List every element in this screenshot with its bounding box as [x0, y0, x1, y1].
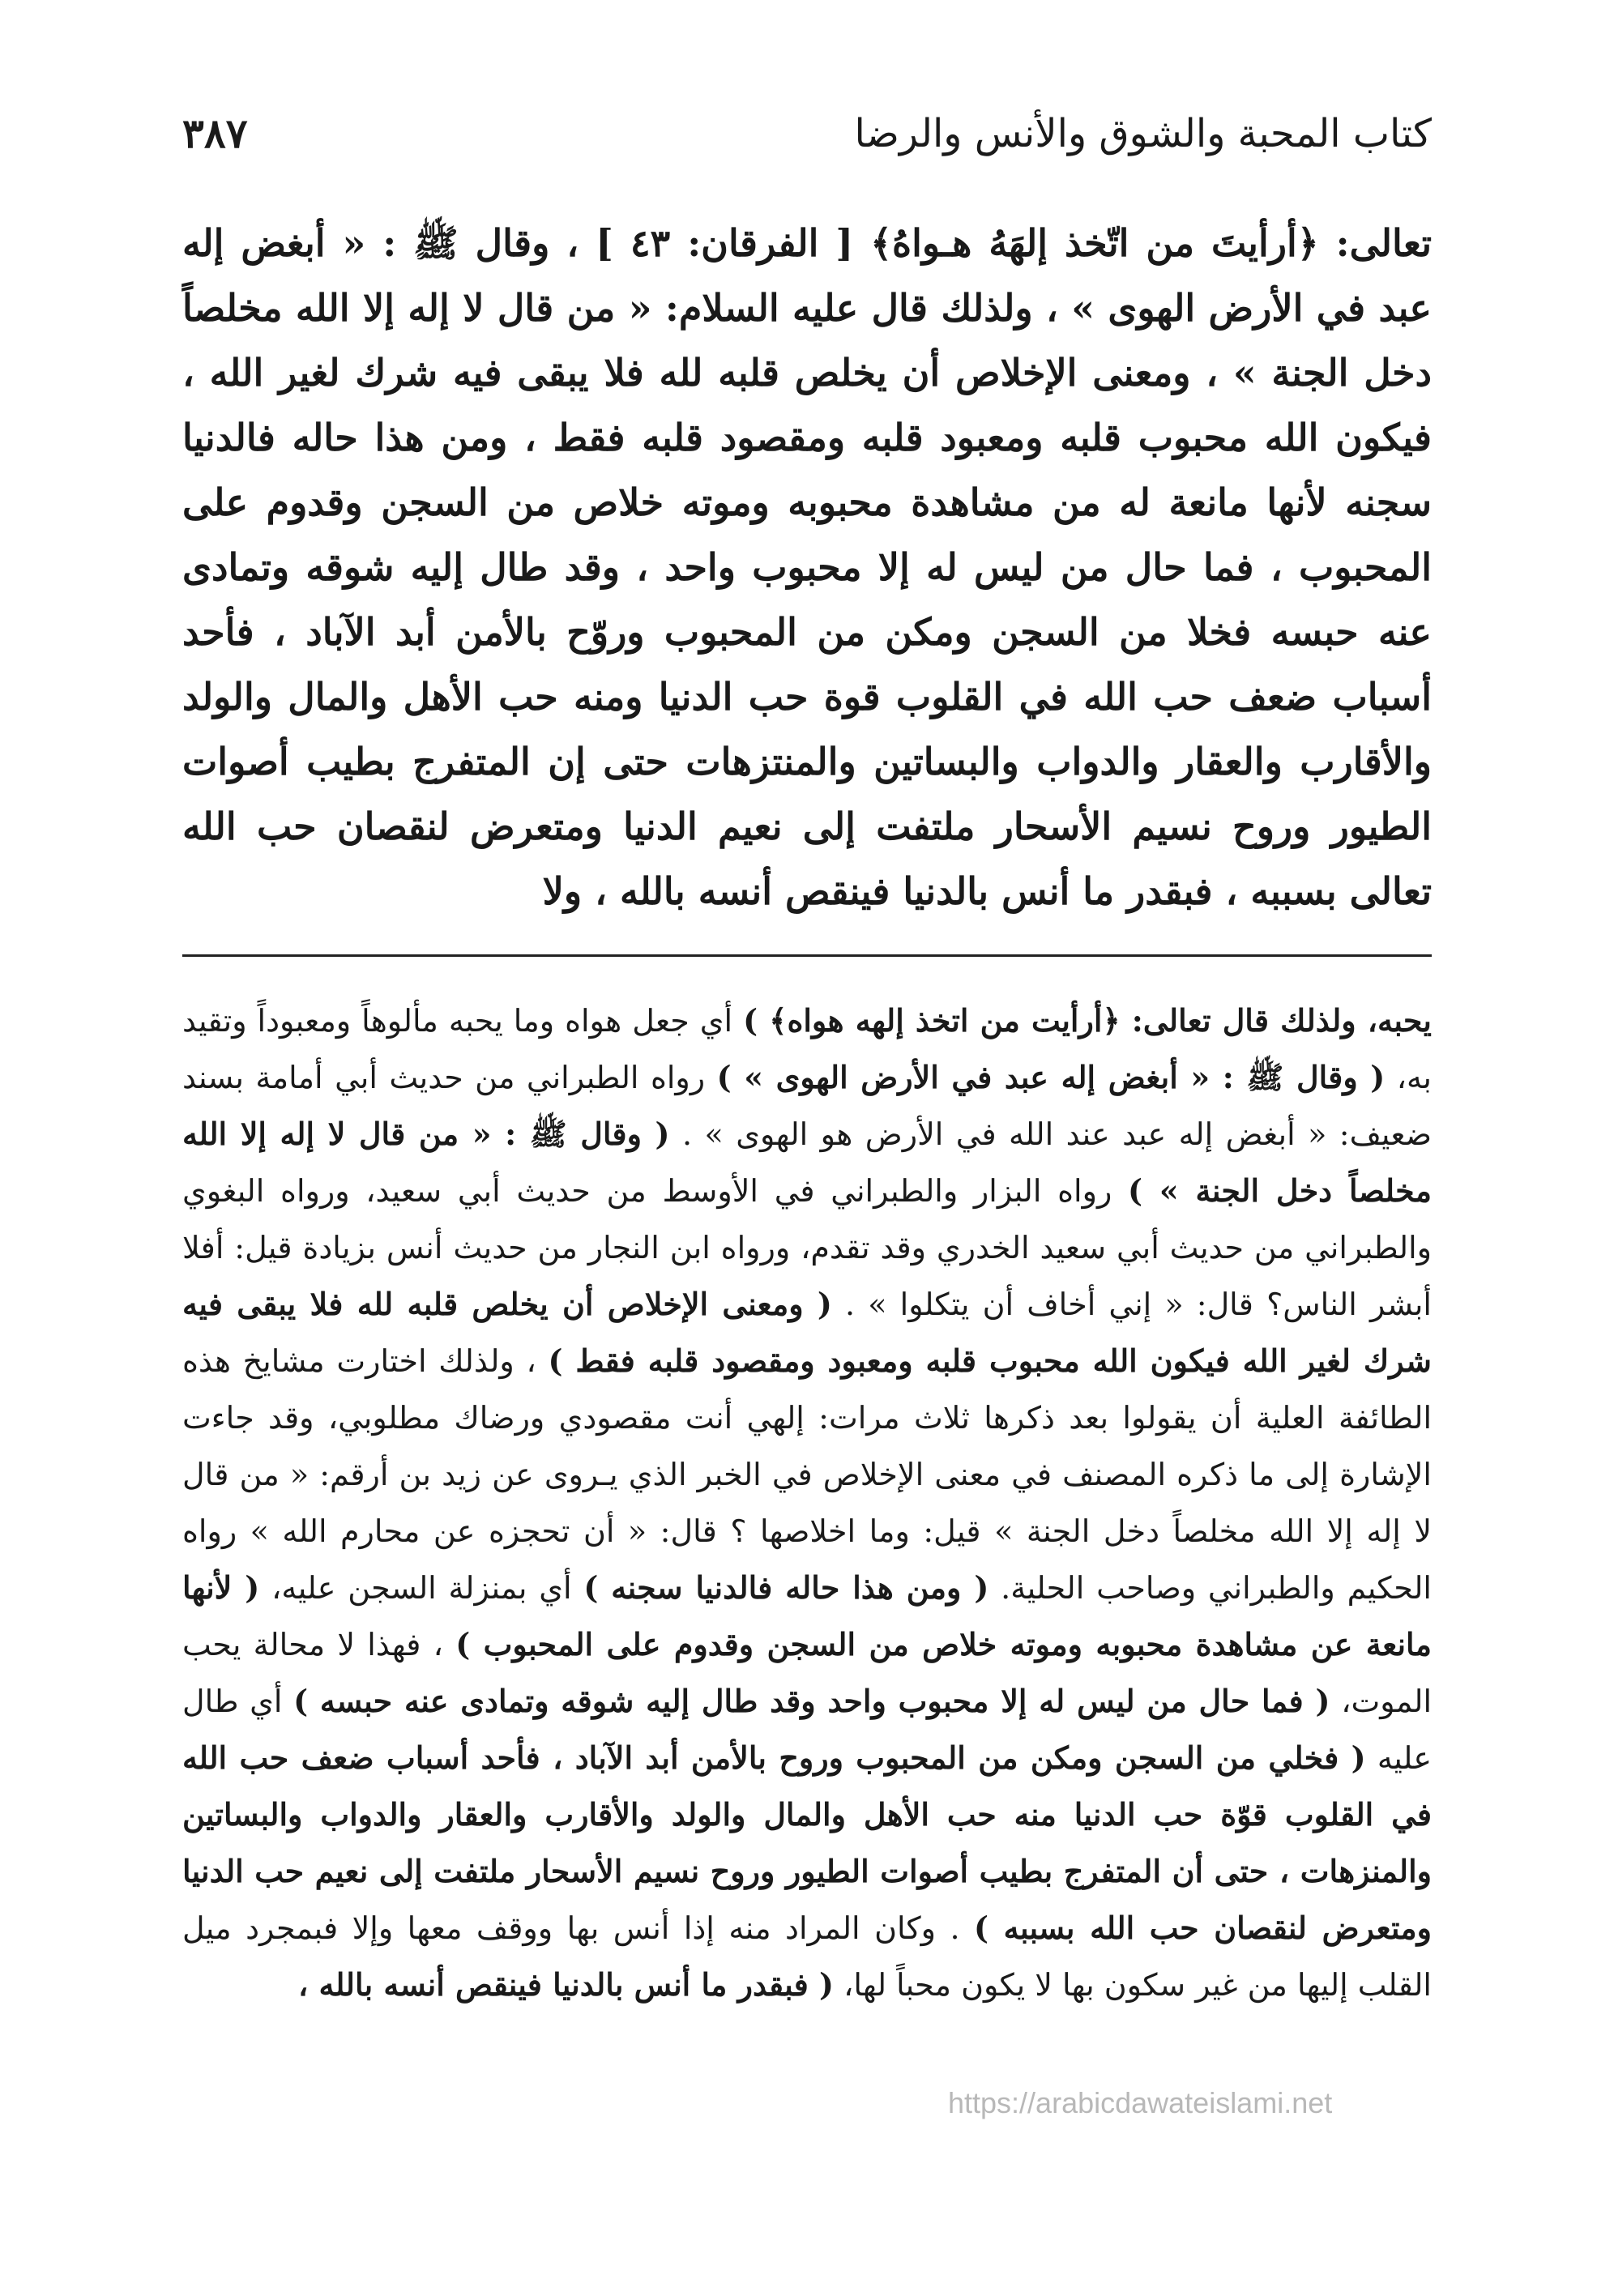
- footnote-commentary-text: ، فهذا لا محالة يحب الموت،: [182, 1627, 1432, 1719]
- footnote-quoted-text: ( فبقدر ما أنس بالدنيا فينقص أنسه بالله ،: [297, 1966, 834, 2003]
- footnote-commentary-text: ، ولذلك اختارت مشايخ هذه الطائفة العلية أن يقولوا بعد ذكرها ثلاث مرات: إلهي أنت مقصودي ورضاك مطلوبي، وقد جاءت الإشارة إلى ما ذكره المصنف في معنى الإخلاص في الخبر الذي يـروى عن زيد بن أرقم: « من قال لا إله إلا الله مخلصاً دخل الجنة » قيل: وما اخلاصها ؟ قال: « أن تحجزه عن محارم الله » رواه الحكيم والطبراني وصاحب الحلية.: [182, 1343, 1432, 1606]
- footnote-quoted-text: ( فما حال من ليس له إلا محبوب واحد وقد طال إليه شوقه وتمادى عنه حبسه ): [293, 1683, 1330, 1719]
- footnote-commentary-text: أي جعل هواه وما يحبه مألوهاً ومعبوداً وتقيد به،: [182, 1003, 1432, 1095]
- footnote-quoted-text: ( ومن هذا حاله فالدنيا سجنه ): [583, 1569, 989, 1606]
- watermark-url: https://arabicdawateislami.net: [948, 2086, 1333, 2119]
- footnote-commentary-text: أي طال عليه: [182, 1684, 1432, 1776]
- footnotes: [182, 992, 1432, 2013]
- main-paragraph: تعالى: ﴿أرأيتَ من اتّخذ إلهَهُ هـواهُ﴾ [ الفرقان: ٤٣ ] ، وقال ﷺ : « أبغض إله عبد في الأرض الهوى » ، ولذلك قال عليه السلام: « من قال لا إله إلا الله مخلصاً دخل الجنة » ، ومعنى الإخلاص أن يخلص قلبه لله فلا يبقى فيه شرك لغير الله ، فيكون الله محبوب قلبه ومعبود قلبه ومقصود قلبه فقط ، ومن هذا حاله فالدنيا سجنه لأنها مانعة له من مشاهدة محبوبه وموته خلاص من السجن وقدوم على المحبوب ، فما حال من ليس له إلا محبوب واحد ، وقد طال إليه شوقه وتمادى عنه حبسه فخلا من السجن ومكن من المحبوب وروّح بالأمن أبد الآباد ، فأحد أسباب ضعف حب الله في القلوب قوة حب الدنيا ومنه حب الأهل والمال والولد والأقارب والعقار والدواب والبساتين والمنتزهات حتى إن المتفرج بطيب أصوات الطيور وروح نسيم الأسحار ملتفت إلى نعيم الدنيا ومتعرض لنقصان حب الله تعالى بسببه ، فبقدر ما أنس بالدنيا فينقص أنسه بالله ، ولا: [182, 221, 1432, 913]
- footnote-commentary-text: . وكان المراد منه إذا أنس بها ووقف معها وإلا فبمجرد ميل القلب إليها من غير سكون بها لا يكون محباً لها،: [182, 1910, 1432, 2003]
- footnote-quoted-text: ( وقال ﷺ : « أبغض إله عبد في الأرض الهوى » ): [716, 1059, 1386, 1095]
- main-text: [182, 211, 1432, 924]
- footnote-commentary-text: رواه الطبراني من حديث أبي أمامة بسند ضعيف: « أبغض إله عبد عند الله في الأرض هو الهوى » .: [182, 1060, 1433, 1152]
- footnote-quoted-text: ( لأنها مانعة عن مشاهدة محبوبه وموته خلاص من السجن وقدوم على المحبوب ): [182, 1569, 1432, 1662]
- footnote-paragraph: [182, 992, 1432, 2013]
- footnote-quoted-text: ( فخلي من السجن ومكن من المحبوب وروح بالأمن أبد الآباد ، فأحد أسباب ضعف حب الله في القلوب قوّة حب الدنيا منه حب الأهل والمال والولد والأقارب والعقار والدواب والبساتين والمنزهات ، حتى أن المتفرج بطيب أصوات الطيور وروح نسيم الأسحار ملتفت إلى نعيم حب الدنيا ومتعرض لنقصان حب الله بسببه ): [182, 1739, 1432, 1946]
- page-number: ٣٨٧: [182, 109, 248, 157]
- footnote-divider: [182, 954, 1432, 957]
- page-title: كتاب المحبة والشوق والأنس والرضا: [854, 111, 1432, 156]
- footnote-quoted-text: ( ومعنى الإخلاص أن يخلص قلبه لله فلا يبقى فيه شرك لغير الله فيكون الله محبوب قلبه ومعبود ومقصود قلبه فقط ): [182, 1286, 1432, 1379]
- footnote-quoted-text: ( وقال ﷺ : « من قال لا إله إلا الله مخلصاً دخل الجنة » ): [182, 1116, 1432, 1209]
- footnote-commentary-text: أي بمنزلة السجن عليه،: [259, 1570, 584, 1606]
- footnote-commentary-text: رواه البزار والطبراني في الأوسط من حديث أبي سعيد، ورواه البغوي والطبراني من حديث أبي سعيد الخدري وقد تقدم، ورواه ابن النجار من حديث أنس بزيادة قيل: أفلا أبشر الناس؟ قال: « إني أخاف أن يتكلوا » .: [182, 1173, 1432, 1322]
- running-header: [182, 105, 1432, 170]
- footnote-quoted-text: يحبه، ولذلك قال تعالى: ﴿أرأيت من اتخذ إلهه هواه﴾ ): [743, 1002, 1432, 1039]
